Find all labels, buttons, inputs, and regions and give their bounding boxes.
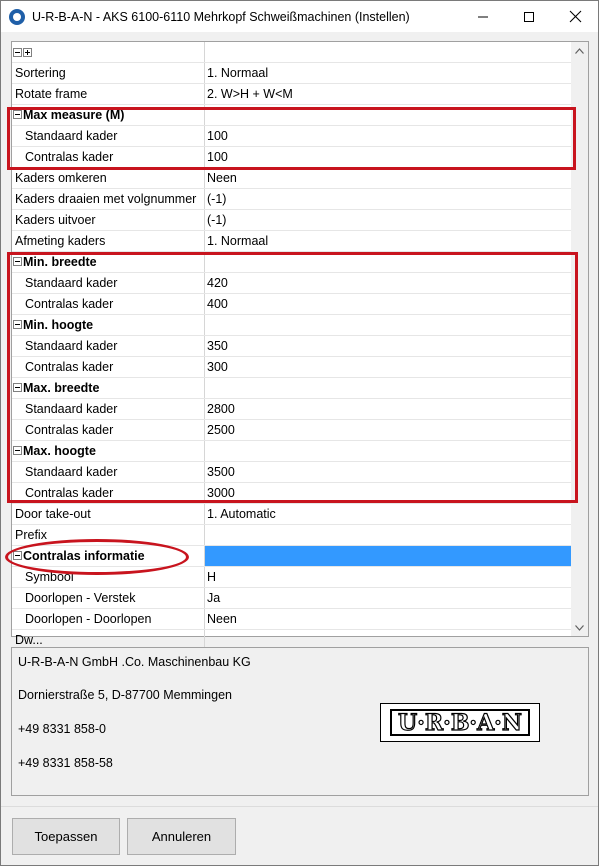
maximize-icon [524,12,534,22]
urban-app-icon [9,9,25,25]
cancel-button[interactable]: Annuleren [127,818,236,855]
property-name-label: Min. breedte [23,255,97,269]
property-value[interactable]: (-1) [207,213,227,227]
property-name-label: Kaders uitvoer [15,213,96,227]
button-bar [1,806,598,865]
property-value[interactable]: 420 [207,276,228,290]
property-value [205,252,572,272]
collapse-icon[interactable] [13,320,22,329]
property-value[interactable]: 2800 [207,402,235,416]
category-row[interactable] [12,105,572,126]
property-value[interactable]: 2500 [207,423,235,437]
property-name-label: Door take-out [15,507,91,521]
property-value[interactable]: 3000 [207,486,235,500]
property-row[interactable] [12,231,572,252]
collapse-all-icon[interactable] [13,48,22,57]
property-value[interactable]: 400 [207,297,228,311]
expand-all-icon[interactable] [23,48,32,57]
property-value[interactable]: 2. W>H + W<M [207,87,293,101]
property-name-label: Standaard kader [25,339,118,353]
property-name [12,294,205,314]
property-value[interactable]: (-1) [207,192,227,206]
property-name-label: Contralas kader [25,150,114,164]
property-value [205,378,572,398]
vertical-scrollbar[interactable] [571,42,588,636]
property-name [12,546,205,566]
property-name [12,210,205,230]
property-name [12,336,205,356]
property-row[interactable] [12,588,572,609]
company-fax: +49 8331 858-58 [18,756,113,770]
collapse-icon[interactable] [13,110,22,119]
company-address: Dornierstraße 5, D-87700 Memmingen [18,688,232,702]
category-row[interactable] [12,315,572,336]
property-name [12,357,205,377]
property-row[interactable] [12,63,572,84]
property-name-label: Kaders draaien met volgnummer [15,192,197,206]
category-row[interactable] [12,252,572,273]
property-name [12,441,205,461]
property-name-label: Max. breedte [23,381,100,395]
scroll-down-button[interactable] [571,619,588,636]
urban-logo [380,703,540,742]
property-name-label: Contralas kader [25,486,114,500]
property-name [12,399,205,419]
property-name [12,252,205,272]
property-name-label: Symbool [25,570,74,584]
urban-logo-text: U·R·B·A·N [390,709,530,736]
property-row[interactable] [12,609,572,630]
property-row[interactable] [12,567,572,588]
property-name [12,462,205,482]
title-bar[interactable] [1,1,598,32]
property-value[interactable]: 100 [207,129,228,143]
property-value[interactable]: 350 [207,339,228,353]
property-value[interactable]: 300 [207,360,228,374]
property-name [12,84,205,104]
collapse-icon[interactable] [13,383,22,392]
chevron-up-icon [575,48,584,54]
property-name [12,315,205,335]
property-row[interactable] [12,399,572,420]
collapse-icon[interactable] [13,446,22,455]
minimize-button[interactable] [460,1,506,32]
property-name-label: Rotate frame [15,87,88,101]
property-name-label: Standaard kader [25,402,118,416]
property-value [205,105,572,125]
scroll-up-button[interactable] [571,42,588,59]
apply-button[interactable]: Toepassen [12,818,120,855]
property-value[interactable]: 1. Automatic [207,507,276,521]
property-name-label: Contralas kader [25,360,114,374]
property-name-label: Prefix [15,528,47,542]
property-name-label: Doorlopen - Verstek [25,591,136,605]
property-row[interactable] [12,420,572,441]
property-value[interactable]: 3500 [207,465,235,479]
property-name-label: Standaard kader [25,129,118,143]
property-name [12,63,205,83]
property-value[interactable]: Ja [207,591,221,605]
property-name-label: Doorlopen - Doorlopen [25,612,152,626]
scroll-thumb[interactable] [573,62,586,212]
collapse-icon[interactable] [13,551,22,560]
property-name [12,273,205,293]
property-name-label: Standaard kader [25,465,118,479]
property-value [205,546,572,566]
property-name-label: Standaard kader [25,276,118,290]
property-value[interactable]: 1. Normaal [207,234,269,248]
property-row[interactable] [12,147,572,168]
property-row[interactable] [12,84,572,105]
property-value[interactable]: 100 [207,150,228,164]
property-row[interactable] [12,189,572,210]
property-value [205,315,572,335]
property-row[interactable] [12,273,572,294]
property-name-label: Min. hoogte [23,318,94,332]
category-row[interactable] [12,378,572,399]
property-row[interactable] [12,168,572,189]
property-row[interactable] [12,525,572,546]
property-name [12,189,205,209]
property-name [12,483,205,503]
property-name [12,567,205,587]
property-name [12,126,205,146]
property-name [12,42,205,62]
category-row[interactable] [12,441,572,462]
collapse-icon[interactable] [13,257,22,266]
property-name [12,420,205,440]
property-row[interactable] [12,462,572,483]
company-info-panel [11,647,589,796]
maximize-button[interactable] [506,1,552,32]
property-name [12,525,205,545]
company-phone: +49 8331 858-0 [18,722,106,736]
property-grid-rows [12,42,572,651]
property-row[interactable] [12,336,572,357]
property-grid[interactable] [11,41,589,647]
property-row[interactable] [12,210,572,231]
property-value [205,441,572,461]
window-controls [460,1,598,32]
property-name [12,147,205,167]
property-row[interactable] [12,126,572,147]
property-name [12,378,205,398]
minimize-icon [478,12,488,22]
category-row[interactable] [12,546,572,567]
property-value[interactable]: Neen [207,171,237,185]
company-name: U-R-B-A-N GmbH .Co. Maschinenbau KG [18,655,251,669]
close-button[interactable] [552,1,598,32]
property-name-label: Contralas kader [25,423,114,437]
property-name-label: Sortering [15,66,66,80]
chevron-down-icon [575,625,584,631]
property-name [12,609,205,629]
property-name [12,231,205,251]
property-value[interactable]: Neen [207,612,237,626]
property-name-label: Max. hoogte [23,444,96,458]
property-name-label: Dw... [15,633,43,647]
property-row[interactable] [12,504,572,525]
property-row[interactable] [12,357,572,378]
grid-toolbar-row[interactable] [12,42,572,63]
property-name [12,168,205,188]
property-name [12,105,205,125]
property-name-label: Kaders omkeren [15,171,107,185]
property-name-label: Afmeting kaders [15,234,106,248]
property-row[interactable] [12,483,572,504]
property-name [12,588,205,608]
property-value[interactable] [205,525,572,545]
property-value[interactable]: H [207,570,217,584]
property-row[interactable] [12,294,572,315]
window-title: U-R-B-A-N - AKS 6100-6110 Mehrkopf Schweißmachinen (Instellen) [32,9,410,24]
property-value [205,42,572,62]
property-name-label: Contralas kader [25,297,114,311]
close-icon [570,11,581,22]
property-name-label: Contralas informatie [23,549,145,563]
property-name-label: Max measure (M) [23,108,125,122]
property-name [12,504,205,524]
property-value[interactable]: 1. Normaal [207,66,269,80]
